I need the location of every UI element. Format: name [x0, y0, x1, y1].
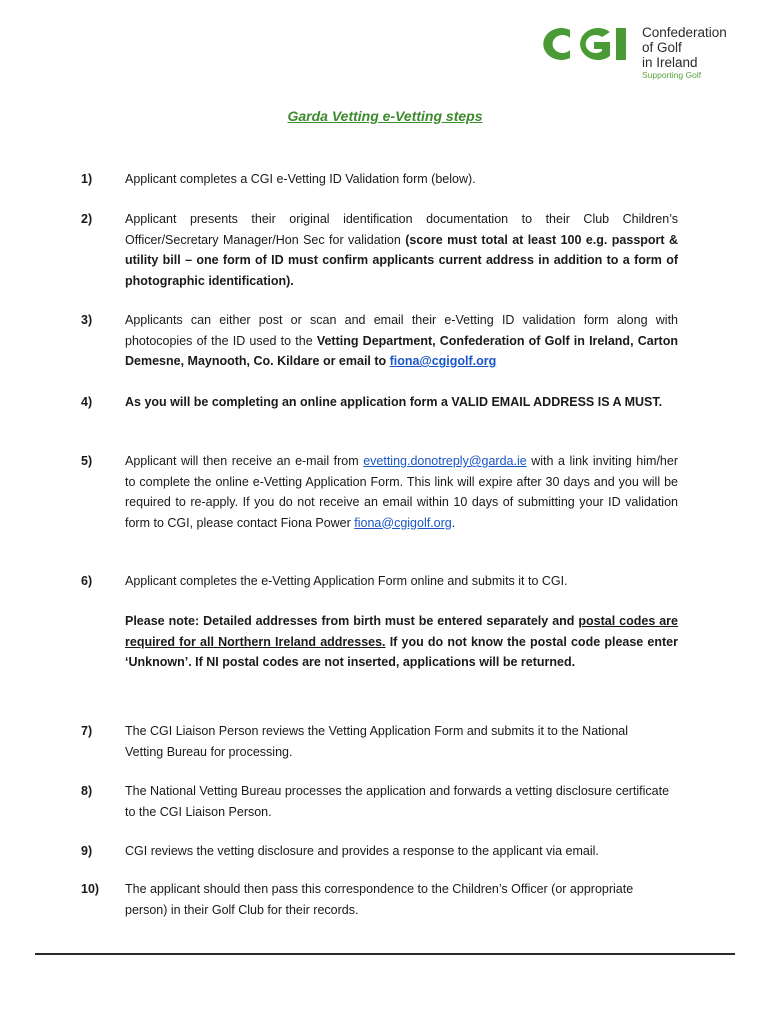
- step-text-span: The applicant should then pass this correspondence to the Children’s Officer (or appropriate person) in their Golf Club for their records.: [125, 882, 634, 917]
- step-text-span: with a link inviting him/her to complete the online e-Vetting Application Form. This link will expire after 30 days and you will be required to re-apply. If you do not receive an email within 10 days of submitting your ID validation form to CGI, please contact Fiona Power: [125, 454, 678, 530]
- step-text-span: The CGI Liaison Person reviews the Vetting Application Form and submits it to the National Vetting Bureau for processing.: [125, 724, 629, 759]
- step-text-span: The National Vetting Bureau processes the application and forwards a vetting disclosure certificate to the CGI Liaison Person.: [125, 784, 670, 819]
- logo-wordmark: [642, 25, 727, 70]
- step-text-span: Applicant will then receive an e-mail from: [125, 454, 364, 468]
- logo-tagline: Supporting Golf: [642, 70, 702, 80]
- footer-divider: [35, 953, 735, 955]
- step-text: [125, 841, 678, 862]
- page-title: Garda Vetting e-Vetting steps: [287, 108, 483, 124]
- step-number: 6): [81, 574, 93, 588]
- note-span: Please note: Detailed addresses from birth must be entered separately and: [125, 614, 579, 628]
- step-text: [125, 879, 645, 920]
- step-number: 4): [81, 395, 93, 409]
- step-text-span: .: [451, 515, 456, 530]
- step-text-span: Applicants can either post or scan and email their e-Vetting ID validation form along with photocopies of the ID used to the: [125, 313, 678, 348]
- step-number: 10): [81, 882, 100, 896]
- email-link-fiona[interactable]: fiona@cgigolf.org: [354, 515, 452, 530]
- step-text: [125, 571, 678, 592]
- step-bold-text: Vetting Department, Confederation of Golf in Ireland, Carton Demesne, Maynooth, Co. Kildare or email to: [125, 333, 678, 368]
- step-text-span: Applicant presents their original identification documentation to their Club Children’s Officer/Secretary Manager/Hon Sec for validation: [125, 212, 678, 247]
- step-number: 3): [81, 313, 93, 327]
- logo-line-3: in Ireland: [642, 55, 698, 70]
- step-text: [125, 310, 678, 372]
- cgi-logo: [532, 20, 747, 84]
- cgi-logo-mark-icon: [532, 24, 636, 64]
- step-number: 7): [81, 724, 93, 738]
- step-text: [125, 451, 678, 533]
- step-text-span: Applicant completes a CGI e-Vetting ID Validation form (below).: [125, 172, 476, 186]
- step-text: [125, 169, 678, 190]
- step-bold-text: (score must total at least 100 e.g. passport & utility bill – one form of ID must confirm applicants current address in addition to a form of photographic identification).: [125, 232, 679, 288]
- step-number: 5): [81, 454, 93, 468]
- step-text: [125, 392, 678, 413]
- note-underlined: required for all Northern Ireland addresses.: [125, 634, 386, 649]
- note-text: [125, 611, 678, 673]
- step-text: [125, 721, 645, 762]
- step-number: 8): [81, 784, 93, 798]
- logo-line-2: of Golf: [642, 40, 682, 55]
- note-underlined: postal codes are: [578, 614, 678, 628]
- email-link-garda[interactable]: evetting.donotreply@garda.ie: [363, 454, 527, 468]
- step-bold-text: As you will be completing an online application form a VALID EMAIL ADDRESS IS A MUST.: [125, 395, 663, 409]
- step-text-span: Applicant completes the e-Vetting Application Form online and submits it to CGI.: [125, 574, 568, 588]
- step-number: 2): [81, 212, 93, 226]
- step-text-span: CGI reviews the vetting disclosure and provides a response to the applicant via email.: [125, 844, 599, 858]
- step-number: 9): [81, 844, 93, 858]
- step-text: [125, 781, 678, 822]
- email-link-fiona[interactable]: fiona@cgigolf.org: [389, 354, 497, 368]
- note-span: If you do not know the postal code please enter ‘Unknown’. If NI postal codes are not inserted, applications will be returned.: [125, 634, 678, 669]
- step-number: 1): [81, 172, 93, 186]
- step-text: [125, 209, 678, 291]
- logo-line-1: Confederation: [642, 25, 727, 40]
